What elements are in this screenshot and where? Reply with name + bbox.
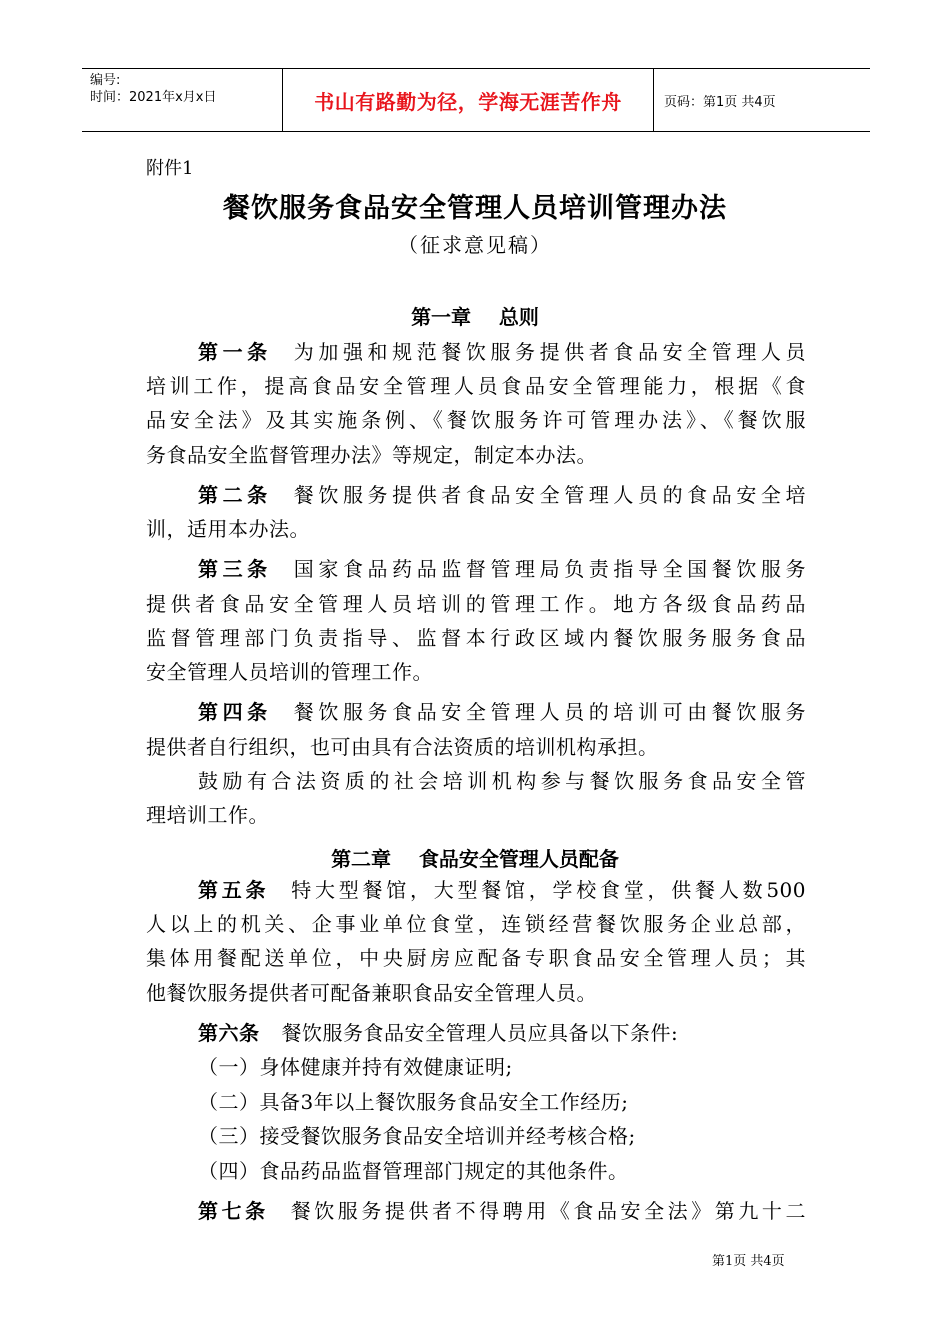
article-5-line-3: 集体用餐配送单位，中央厨房应配备专职食品安全管理人员；其 — [146, 946, 806, 970]
article-text: 餐饮服务提供者不得聘用《食品安全法》第九十二 — [290, 1199, 806, 1223]
article-3-line-2: 提供者食品安全管理人员培训的管理工作。地方各级食品药品 — [146, 592, 806, 616]
article-label: 第五条 — [198, 878, 270, 902]
article-1-line-4: 务食品安全监督管理办法》等规定，制定本办法。 — [146, 443, 597, 467]
article-6-item-2: （二）具备3年以上餐饮服务食品安全工作经历; — [198, 1090, 629, 1114]
article-text: 特大型餐馆，大型餐馆，学校食堂，供餐人数500 — [291, 878, 806, 902]
article-5-line-1 — [198, 876, 806, 904]
article-label: 第七条 — [198, 1199, 269, 1223]
article-6-item-1: （一）身体健康并持有效健康证明; — [198, 1055, 513, 1079]
attachment-label: 附件1 — [146, 158, 194, 179]
time-label: 时间：2021年x月x日 — [90, 90, 217, 105]
article-5-line-2: 人以上的机关、企事业单位食堂，连锁经营餐饮服务企业总部， — [146, 912, 806, 936]
article-1-line-2: 培训工作，提高食品安全管理人员食品安全管理能力，根据《食 — [146, 374, 806, 398]
header-motto-cell — [283, 69, 654, 131]
page-info: 页码：第1页 共4页 — [664, 94, 776, 110]
page-footer: 第1页 共4页 — [712, 1254, 785, 1269]
article-3-line-4: 安全管理人员培训的管理工作。 — [146, 660, 433, 684]
article-4-para-2-line-2: 理培训工作。 — [146, 803, 269, 827]
article-3-line-1 — [198, 555, 806, 583]
article-label: 第六条 — [198, 1021, 260, 1045]
motto: 书山有路勤为径，学海无涯苦作舟 — [314, 89, 622, 114]
article-2-line-2: 训，适用本办法。 — [146, 517, 310, 541]
article-text: 为加强和规范餐饮服务提供者食品安全管理人员 — [293, 340, 807, 364]
article-text: 餐饮服务食品安全管理人员的培训可由餐饮服务 — [293, 700, 807, 724]
article-label: 第一条 — [198, 340, 272, 364]
number-label: 编号: — [90, 73, 121, 88]
article-6-item-4: （四）食品药品监督管理部门规定的其他条件。 — [198, 1159, 629, 1183]
article-1-line-1 — [198, 338, 806, 366]
article-4-line-1 — [198, 698, 806, 726]
article-5-line-4: 他餐饮服务提供者可配备兼职食品安全管理人员。 — [146, 981, 597, 1005]
article-label: 第四条 — [198, 700, 272, 724]
chapter-1-text: 第一章 总则 — [411, 305, 539, 329]
article-6-line-1 — [198, 1019, 806, 1047]
chapter-heading-2 — [0, 843, 950, 872]
article-3-line-3: 监督管理部门负责指导、监督本行政区域内餐饮服务服务食品 — [146, 626, 806, 650]
document-subtitle: （征求意见稿） — [398, 233, 552, 257]
article-label: 第三条 — [198, 557, 272, 581]
article-2-line-1 — [198, 481, 806, 509]
article-7-line-1 — [198, 1197, 806, 1225]
header-meta-cell — [82, 69, 283, 131]
article-6-item-3: （三）接受餐饮服务食品安全培训并经考核合格; — [198, 1124, 636, 1148]
chapter-2-text: 第二章 食品安全管理人员配备 — [331, 847, 619, 871]
article-4-line-2: 提供者自行组织，也可由具有合法资质的培训机构承担。 — [146, 735, 659, 759]
chapter-heading-1 — [0, 301, 950, 330]
article-text: 餐饮服务食品安全管理人员应具备以下条件: — [281, 1021, 679, 1045]
article-4-para-2-line-1: 鼓励有合法资质的社会培训机构参与餐饮服务食品安全管 — [198, 769, 806, 793]
document-title: 餐饮服务食品安全管理人员培训管理办法 — [223, 193, 727, 224]
header-page-cell — [654, 69, 870, 131]
article-1-line-3: 品安全法》及其实施条例、《餐饮服务许可管理办法》、《餐饮服 — [146, 408, 806, 432]
article-label: 第二条 — [198, 483, 272, 507]
article-text: 国家食品药品监督管理局负责指导全国餐饮服务 — [293, 557, 807, 581]
document-header — [82, 68, 870, 132]
article-text: 餐饮服务提供者食品安全管理人员的食品安全培 — [293, 483, 807, 507]
